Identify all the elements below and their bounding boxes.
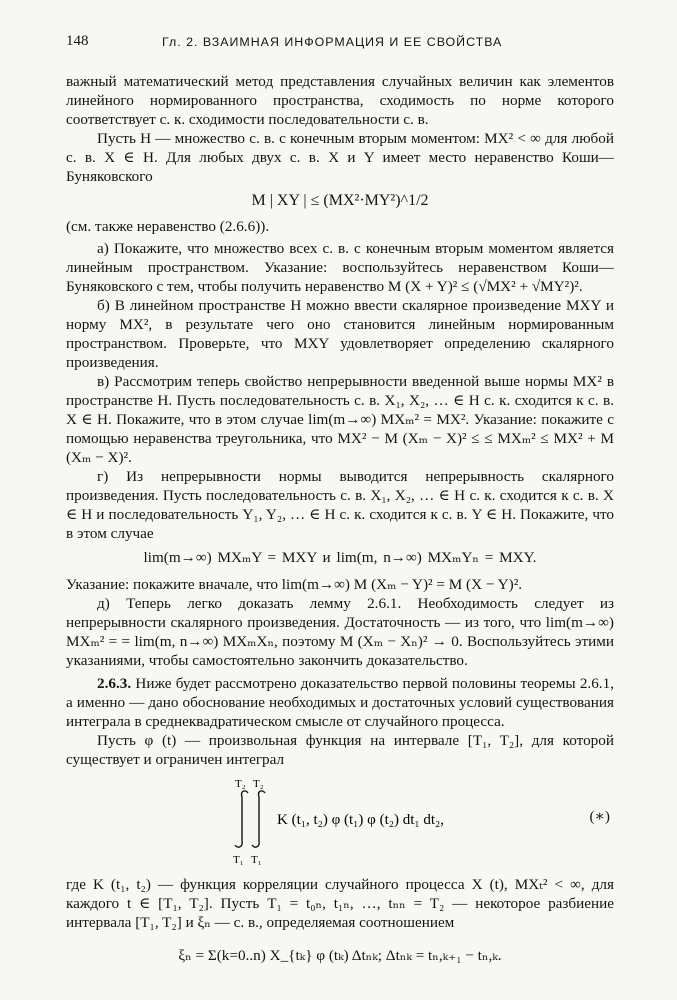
page-body (66, 72, 614, 972)
equation-double-integral (66, 775, 614, 867)
paragraph-see-also: (см. также неравенство (2.6.6)). (66, 218, 270, 235)
paragraph-set-h: Пусть H — множество с. в. с конечным вторым моментом: MX² < ∞ для любой с. в. X ∈ H. Для любых двух с. в. X и Y имеет место неравенство Коши—Буняковского (66, 130, 614, 185)
exercise-item-g: г) Из непрерывности нормы выводится непрерывность скалярного произведения. Пусть последовательность с. в. X₁, X₂, … ∈ H с. к. сходится к с. в. X ∈ H и последовательность Y₁, Y₂, … ∈ H с. к. сходится к с. в. Y ∈ H. Покажите, что в этом случае (66, 468, 614, 542)
paragraph-correlation: где K (t₁, t₂) — функция корреляции случайного процесса X (t), MXₜ² < ∞, для каждого t ∈ [T₁, T₂]. Пусть T₁ = t₀ₙ, t₁ₙ, …, tₙₙ = T₂ — некоторое разбиение интервала [T₁, T₂] и ξₙ — с. в., определяемая соотношением (66, 876, 614, 931)
integrand: K (t₁, t₂) φ (t₁) φ (t₂) dt₁ dt₂, (277, 812, 444, 828)
page-number: 148 (66, 33, 89, 49)
lower-limit-1: T₁ (233, 854, 244, 866)
exercise-item-v: в) Рассмотрим теперь свойство непрерывности введенной выше нормы MX² в пространстве H. Пусть последовательность с. в. X₁, X₂, … ∈ H с. к. сходится к с. в. X ∈ H. Покажите, что в этом случае lim(m→∞) MXₘ² = MX². Указание: покажите с помощью неравенства треугольника, что MX² − M (Xₘ − X)² ≤ ≤ MXₘ² ≤ MX² + M (Xₘ − X)². (66, 373, 614, 466)
section-number: 2.6.3. (97, 675, 132, 692)
integral-sign-1 (235, 791, 248, 847)
page-header (66, 32, 614, 52)
equation-limits: lim(m→∞) MXₘY = MXY и lim(m, n→∞) MXₘYₙ = MXY. (143, 549, 537, 566)
upper-limit-1: T₂ (235, 778, 246, 790)
paragraph-phi: Пусть φ (t) — произвольная функция на интервале [T₁, T₂], для которой существует и ограничен интеграл (66, 732, 614, 768)
section-2-6-3 (66, 674, 614, 731)
hint-g: Указание: покажите вначале, что lim(m→∞) M (Xₘ − Y)² = M (X − Y)². (66, 576, 523, 593)
equation-tag: (∗) (589, 808, 610, 825)
integral-sign-2 (252, 791, 265, 847)
equation-xi-sum: ξₙ = Σ(k=0..n) X_{tₖ} φ (tₖ) Δtₙₖ; Δtₙₖ = tₙ,ₖ₊₁ − tₙ,ₖ. (178, 947, 502, 964)
exercise-item-a: а) Покажите, что множество всех с. в. с конечным вторым моментом является линейным пространством. Указание: воспользуйтесь неравенством Коши—Буняковского с тем, чтобы получить неравенство M (X + Y)² ≤ (√MX² + √MY²)². (66, 240, 614, 295)
exercise-item-d: д) Теперь легко доказать лемму 2.6.1. Необходимость следует из непрерывности скалярного произведения. Достаточность — из того, что lim(m→∞) MXₘ² = = lim(m, n→∞) MXₘXₙ, поэтому M (Xₘ − Xₙ)² → 0. Воспользуйтесь этими указаниями, чтобы самостоятельно закончить доказательство. (66, 595, 614, 669)
section-text: Ниже будет рассмотрено доказательство первой половины теоремы 2.6.1, а именно — дано обоснование необходимых и достаточных условий существования интеграла в среднеквадратическом смысле от случайного процесса. (66, 675, 614, 730)
paragraph-continuation: важный математический метод представления случайных величин как элементов линейного нормированного пространства, сходимость по норме которого соответствует с. к. сходимости последовательности с. в. (66, 73, 614, 128)
running-title: Гл. 2. ВЗАИМНАЯ ИНФОРМАЦИЯ И ЕЕ СВОЙСТВА (162, 35, 503, 49)
upper-limit-2: T₂ (253, 778, 264, 790)
equation-cauchy-schwarz: M | XY | ≤ (MX²·MY²)^1/2 (251, 192, 429, 209)
exercise-item-b: б) В линейном пространстве H можно ввести скалярное произведение MXY и норму MX², в результате чего оно становится линейным нормированным пространством. Проверьте, что MXY удовлетворяет определению скалярного произведения. (66, 297, 614, 371)
double-integral-sign (231, 775, 491, 867)
lower-limit-2: T₁ (251, 854, 262, 866)
